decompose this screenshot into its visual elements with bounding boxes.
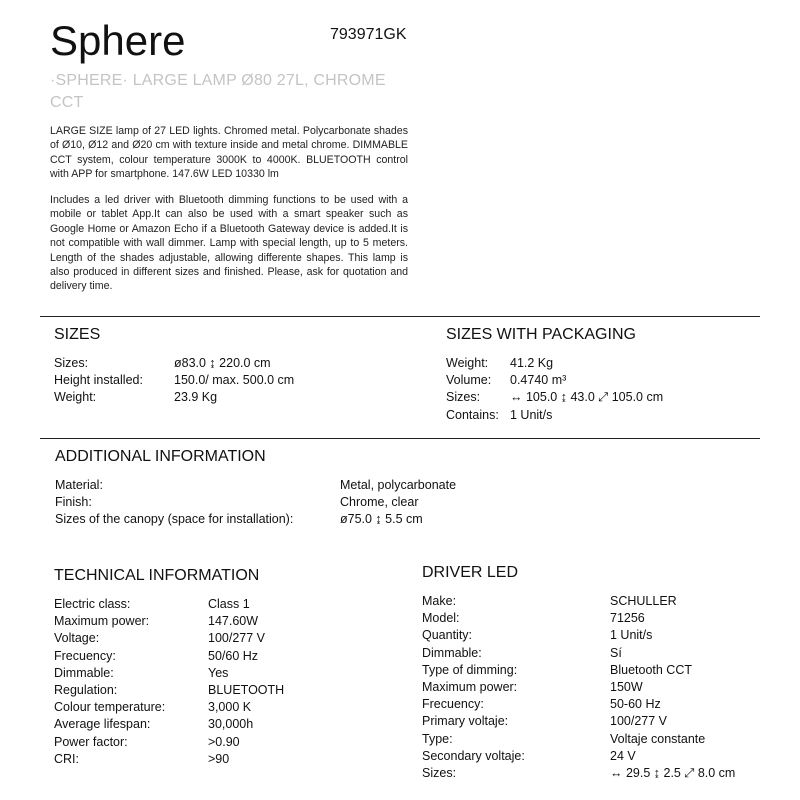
product-subtitle: ·SPHERE· LARGE LAMP Ø80 27L, CHROME CCT (50, 72, 386, 111)
row-label: Maximum power: (54, 614, 150, 629)
additional-table (55, 477, 456, 529)
row-value: Metal, polycarbonate (340, 478, 457, 492)
row-value: SCHULLER (610, 594, 677, 608)
row-value: 3,000 K (208, 700, 252, 715)
row-label: Dimmable: (54, 665, 114, 680)
table-row (54, 665, 284, 682)
table-row (422, 713, 735, 730)
packaging-heading: SIZES WITH PACKAGING (446, 326, 636, 343)
row-label: Contains: (446, 407, 499, 422)
row-label: Quantity: (422, 628, 473, 643)
table-row (422, 679, 735, 696)
row-label: Volume: (446, 373, 492, 388)
table-row (54, 372, 294, 389)
row-value: 50/60 Hz (208, 648, 259, 663)
row-value: 50-60 Hz (610, 697, 661, 712)
row-label: Make: (422, 594, 457, 608)
driver-heading: DRIVER LED (422, 564, 519, 581)
row-label: Weight: (54, 390, 97, 405)
row-label: Colour temperature: (54, 700, 166, 715)
table-row (54, 716, 284, 733)
row-value: ↔ 29.5 ↨ 2.5 ⤢ 8.0 cm (610, 765, 736, 780)
driver-table (422, 593, 735, 782)
row-value: 1 Unit/s (610, 628, 653, 643)
additional-heading: ADDITIONAL INFORMATION (55, 448, 266, 465)
row-label: Regulation: (54, 682, 118, 697)
row-label: Voltage: (54, 631, 100, 646)
row-label: Material: (55, 478, 103, 492)
table-row (55, 477, 456, 494)
row-label: Power factor: (54, 734, 128, 749)
row-label: Dimmable: (422, 645, 482, 660)
row-value: Chrome, clear (340, 495, 419, 510)
divider (40, 438, 760, 439)
row-label: Electric class: (54, 597, 131, 611)
row-label: Weight: (446, 356, 489, 370)
description-paragraph-2: Includes a led driver with Bluetooth dimming functions to be used with a mobile or tablet App.It can also be used with a smart speaker such as Google Home or Amazon Echo if a Bluetooth Gateway device is added.It is not compatible with wall dimmer. Lamp with special length, up to 5 meters. Length of the shades adjustable, allowing differente shapes. This lamp is also produced in different sizes and finished. Please, ask for quotation and delivery time. (50, 194, 408, 293)
row-value: >0.90 (208, 734, 240, 749)
row-value: 1 Unit/s (510, 407, 553, 422)
row-label: Model: (422, 611, 460, 626)
row-value: 24 V (610, 748, 636, 763)
table-row (422, 593, 735, 610)
row-label: Average lifespan: (54, 717, 151, 732)
table-row (54, 389, 294, 406)
row-value: 150.0/ max. 500.0 cm (174, 373, 295, 388)
table-row (54, 596, 284, 613)
row-value: 41.2 Kg (510, 356, 554, 370)
row-value: 30,000h (208, 717, 254, 732)
table-row (446, 389, 663, 406)
row-value: ø75.0 ↨ 5.5 cm (340, 512, 423, 527)
row-label: Type: (422, 731, 453, 746)
row-label: Sizes: (422, 765, 457, 780)
row-value: 71256 (610, 611, 645, 626)
row-value: BLUETOOTH (208, 682, 285, 697)
row-label: Height installed: (54, 373, 143, 388)
row-value: Voltaje constante (610, 731, 706, 746)
row-label: Sizes: (54, 356, 89, 370)
table-row (422, 662, 735, 679)
row-label: Secondary voltaje: (422, 748, 525, 763)
sizes-table (54, 355, 294, 407)
table-row (422, 765, 735, 782)
table-row (446, 355, 663, 372)
row-value: ø83.0 ↨ 220.0 cm (174, 356, 271, 370)
table-row (422, 645, 735, 662)
table-row (422, 610, 735, 627)
table-row (55, 494, 456, 511)
row-label: Sizes: (446, 390, 481, 405)
table-row (422, 627, 735, 644)
table-row (54, 682, 284, 699)
product-title: Sphere (50, 17, 186, 64)
table-row (422, 731, 735, 748)
row-label: Finish: (55, 495, 92, 510)
packaging-table (446, 355, 663, 424)
row-value: 100/277 V (208, 631, 265, 646)
row-value: 100/277 V (610, 714, 667, 729)
row-value: 0.4740 m³ (510, 373, 567, 388)
table-row (55, 511, 456, 528)
table-row (446, 372, 663, 389)
row-label: CRI: (54, 751, 79, 766)
technical-table (54, 596, 284, 768)
row-value: 23.9 Kg (174, 390, 218, 405)
row-value: Sí (610, 645, 622, 660)
technical-heading: TECHNICAL INFORMATION (54, 567, 260, 584)
row-label: Type of dimming: (422, 662, 518, 677)
table-row (422, 696, 735, 713)
divider (40, 316, 760, 317)
table-row (446, 407, 663, 424)
table-row (422, 748, 735, 765)
table-row (54, 630, 284, 647)
row-label: Maximum power: (422, 679, 518, 694)
row-value: Bluetooth CCT (610, 662, 692, 677)
product-reference: 793971GK (330, 26, 407, 43)
row-value: 150W (610, 679, 643, 694)
row-label: Sizes of the canopy (space for installation): (55, 512, 294, 527)
row-value: Class 1 (208, 597, 250, 611)
row-value: ↔ 105.0 ↨ 43.0 ⤢ 105.0 cm (510, 390, 664, 405)
row-label: Frecuency: (54, 648, 116, 663)
row-value: Yes (208, 665, 229, 680)
row-label: Primary voltaje: (422, 714, 509, 729)
table-row (54, 355, 294, 372)
table-row (54, 699, 284, 716)
table-row (54, 648, 284, 665)
table-row (54, 613, 284, 630)
row-value: 147.60W (208, 614, 259, 629)
table-row (54, 751, 284, 768)
row-label: Frecuency: (422, 697, 484, 712)
table-row (54, 734, 284, 751)
sizes-heading: SIZES (54, 326, 101, 343)
row-value: >90 (208, 751, 230, 766)
description-paragraph-1: LARGE SIZE lamp of 27 LED lights. Chromed metal. Polycarbonate shades of Ø10, Ø12 and Ø20 cm with texture inside and metal chrome. DIMMABLE CCT system, colour temperature 3000K to 4000K. BLUETOOTH control with APP for smartphone. 147.6W LED 10330 lm (50, 125, 408, 181)
